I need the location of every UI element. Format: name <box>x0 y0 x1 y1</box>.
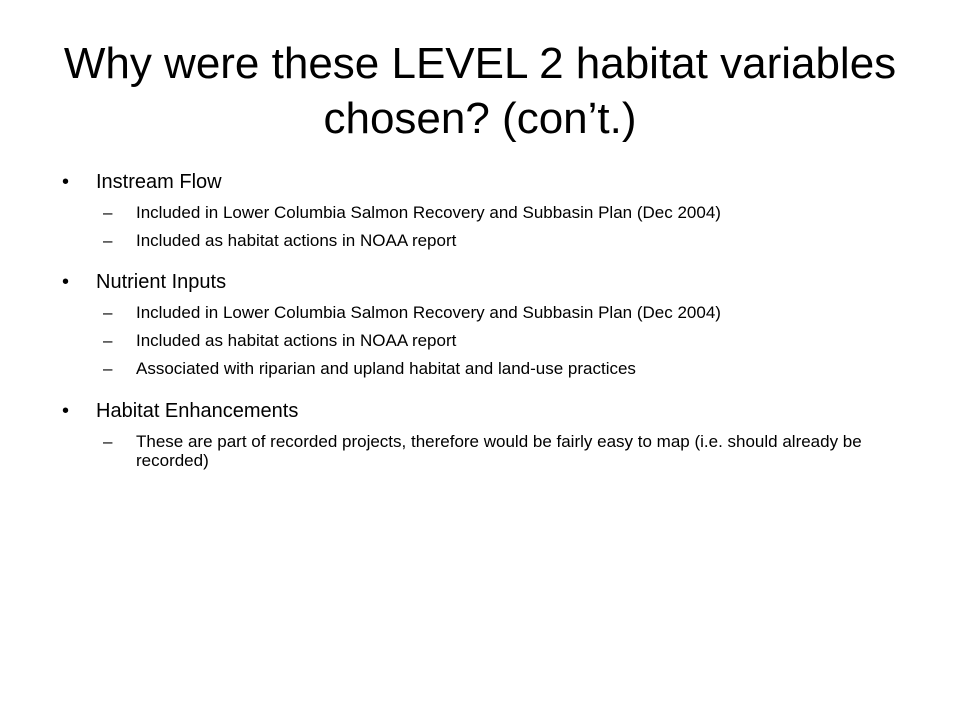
dash-icon: – <box>103 303 113 323</box>
bullet-icon: • <box>62 271 70 294</box>
bullet-heading <box>62 399 912 424</box>
sub-bullet-item <box>62 359 912 379</box>
sub-bullet-text: These are part of recorded projects, therefore would be fairly easy to map (i.e. should already be recorded) <box>136 431 862 471</box>
sub-bullet-item <box>62 231 912 251</box>
bullet-heading <box>62 170 912 195</box>
sub-bullet-text: Included as habitat actions in NOAA report <box>136 331 457 351</box>
bullet-heading-text: Habitat Enhancements <box>96 399 299 422</box>
sub-bullet-item <box>62 203 912 223</box>
sub-bullet-text: Included in Lower Columbia Salmon Recovery and Subbasin Plan (Dec 2004) <box>136 303 721 323</box>
sub-bullet-item <box>62 432 912 471</box>
sub-bullet-text: Included in Lower Columbia Salmon Recovery and Subbasin Plan (Dec 2004) <box>136 203 721 222</box>
section-habitat-enhancements <box>62 399 912 471</box>
dash-icon: – <box>103 203 113 222</box>
dash-icon: – <box>103 230 113 250</box>
section-instream-flow <box>62 170 912 250</box>
sub-bullet-text: Associated with riparian and upland habitat and land-use practices <box>136 358 636 378</box>
sub-bullet-item <box>62 303 912 323</box>
bullet-heading <box>62 270 912 295</box>
sub-bullet-list <box>62 203 912 250</box>
bullet-heading-text: Instream Flow <box>96 171 222 193</box>
dash-icon: – <box>103 358 113 378</box>
slide-title: Why were these LEVEL 2 habitat variables chosen? (con’t.) <box>63 39 897 143</box>
section-nutrient-inputs <box>62 270 912 378</box>
dash-icon: – <box>103 331 113 351</box>
sub-bullet-list <box>62 432 912 471</box>
slide-content <box>62 170 912 491</box>
bullet-icon: • <box>62 171 70 193</box>
sub-bullet-item <box>62 331 912 351</box>
bullet-icon: • <box>62 399 70 422</box>
sub-bullet-text: Included as habitat actions in NOAA report <box>136 230 457 250</box>
bullet-heading-text: Nutrient Inputs <box>96 271 227 294</box>
dash-icon: – <box>103 431 113 451</box>
sub-bullet-list <box>62 303 912 378</box>
